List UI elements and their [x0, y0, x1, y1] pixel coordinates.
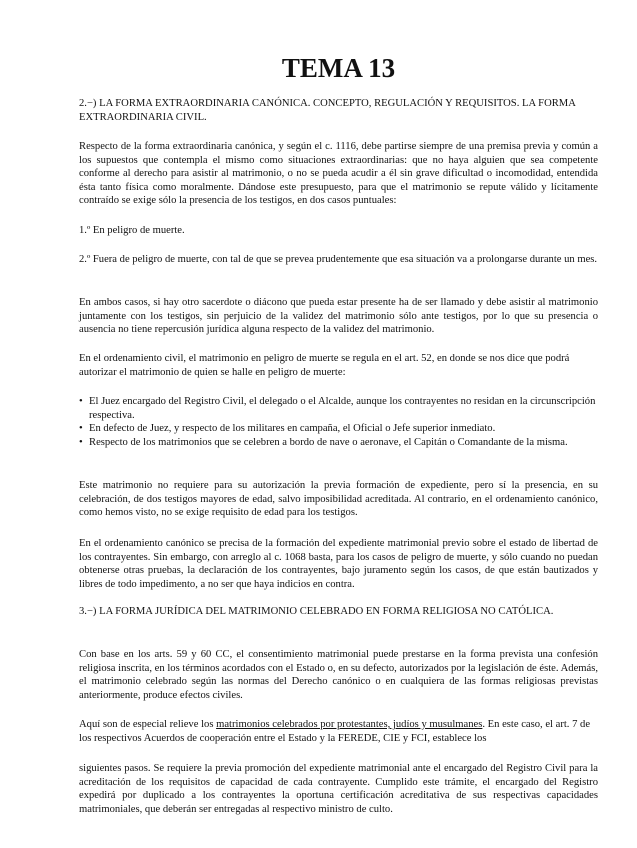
list-item	[79, 422, 598, 436]
list-item-text: El Juez encargado del Registro Civil, el delegado o el Alcalde, aunque los contrayentes no residan en la circunscripción respectiva.	[89, 396, 596, 421]
section-3-heading: 3.−) LA FORMA JURÍDICA DEL MATRIMONIO CELEBRADO EN FORMA RELIGIOSA NO CATÓLICA.	[79, 606, 554, 617]
page-title: TEMA 13	[281, 53, 396, 83]
underlined-phrase: matrimonios celebrados por protestantes, judíos y musulmanes	[216, 719, 483, 730]
case-1-text: 1.º En peligro de muerte.	[79, 225, 185, 236]
section-3-paragraph-1: Con base en los arts. 59 y 60 CC, el consentimiento matrimonial puede prestarse en la forma prevista una confesión religiosa inscrita, en los términos acordados con el Estado o, en su defecto, autorizados por la legislación de éste. Además, el matrimonio celebrado según las normas del Derecho canónico o en cualquiera de las formas religiosas previstas anteriormente, produce efectos civiles.	[79, 649, 598, 701]
section-2-paragraph-1: Respecto de la forma extraordinaria canónica, y según el c. 1116, debe partirse siempre de una premisa previa y común a los supuestos que contempla el mismo como situaciones extraordinarias: que no haya alguien que sea competente conforme al derecho para asistir al matrimonio, o no se pueda acudir a él sin grave dificultad o incomodidad, entendida ésta tanto física como moralmente. Dándose este presupuesto, para que el matrimonio se repute válido y lícitamente contraído se exige sólo la presencia de los testigos, en dos casos puntuales:	[79, 141, 598, 207]
section-3-paragraph-2	[79, 718, 598, 745]
bullet-icon: •	[79, 423, 83, 435]
paragraph-text-start: Aquí son de especial relieve los	[79, 719, 217, 730]
list-item	[79, 395, 598, 422]
list-item-text: En defecto de Juez, y respecto de los militares en campaña, el Oficial o Jefe superior inmediato.	[89, 423, 496, 435]
section-3-paragraph-3: siguientes pasos. Se requiere la previa promoción del expediente matrimonial ante el encargado del Registro Civil para la acreditación de los requisitos de capacidad de cada contrayente. Cumplido este trámite, el encargado del Registro expedirá por duplicado a los contrayentes la oportuna certificación acreditativa de sus respectivas capacidades matrimoniales, que deberán ser entregadas al respectivo ministro de culto.	[79, 763, 598, 815]
list-item	[79, 436, 598, 450]
paragraph-text-end: . En este caso, el art. 7 de los respectivos Acuerdos de cooperación entre el Estado y la FEREDE, CIE y FCI, establece los	[79, 719, 591, 744]
section-2-heading: 2.−) LA FORMA EXTRAORDINARIA CANÓNICA. CONCEPTO, REGULACIÓN Y REQUISITOS. LA FORMA EXTRAORDINARIA CIVIL.	[79, 98, 576, 123]
bullet-icon: •	[79, 396, 83, 407]
list-item-text: Respecto de los matrimonios que se celebren a bordo de nave o aeronave, el Capitán o Comandante de la misma.	[89, 436, 568, 448]
section-2-paragraph-3: En el ordenamiento civil, el matrimonio en peligro de muerte se regula en el art. 52, en donde se nos dice que podrá autorizar el matrimonio de quien se halle en peligro de muerte:	[79, 353, 570, 378]
case-2-text: 2.º Fuera de peligro de muerte, con tal de que se prevea prudentemente que esa situación va a prolongarse durante un mes.	[79, 254, 598, 265]
section-2-paragraph-5: En el ordenamiento canónico se precisa de la formación del expediente matrimonial previo sobre el estado de libertad de los contrayentes. Sin embargo, con arreglo al c. 1068 basta, para los casos de peligro de muerte, y sólo cuando no puedan obtenerse otras pruebas, la declaración de los contrayentes, bajo juramento según los casos, de que están bautizados y libres de todo impedimento, a no ser que haya indicios en contra.	[79, 538, 598, 590]
section-2-paragraph-2: En ambos casos, si hay otro sacerdote o diácono que pueda estar presente ha de ser llamado y debe asistir al matrimonio juntamente con los testigos, sin perjuicio de la validez del matrimonio sólo ante testigos, por lo que su presencia o ausencia no tiene repercusión jurídica alguna respecto de la validez del matrimonio.	[79, 297, 598, 336]
section-2-paragraph-4: Este matrimonio no requiere para su autorización la previa formación de expediente, pero sí la presencia, en su celebración, de dos testigos mayores de edad, salvo imposibilidad acreditada. Al contrario, en el ordenamiento canónico, como hemos visto, no se exige requisito de edad para los testigos.	[79, 480, 598, 519]
bullet-icon: •	[79, 436, 83, 448]
bullet-list	[79, 395, 598, 449]
